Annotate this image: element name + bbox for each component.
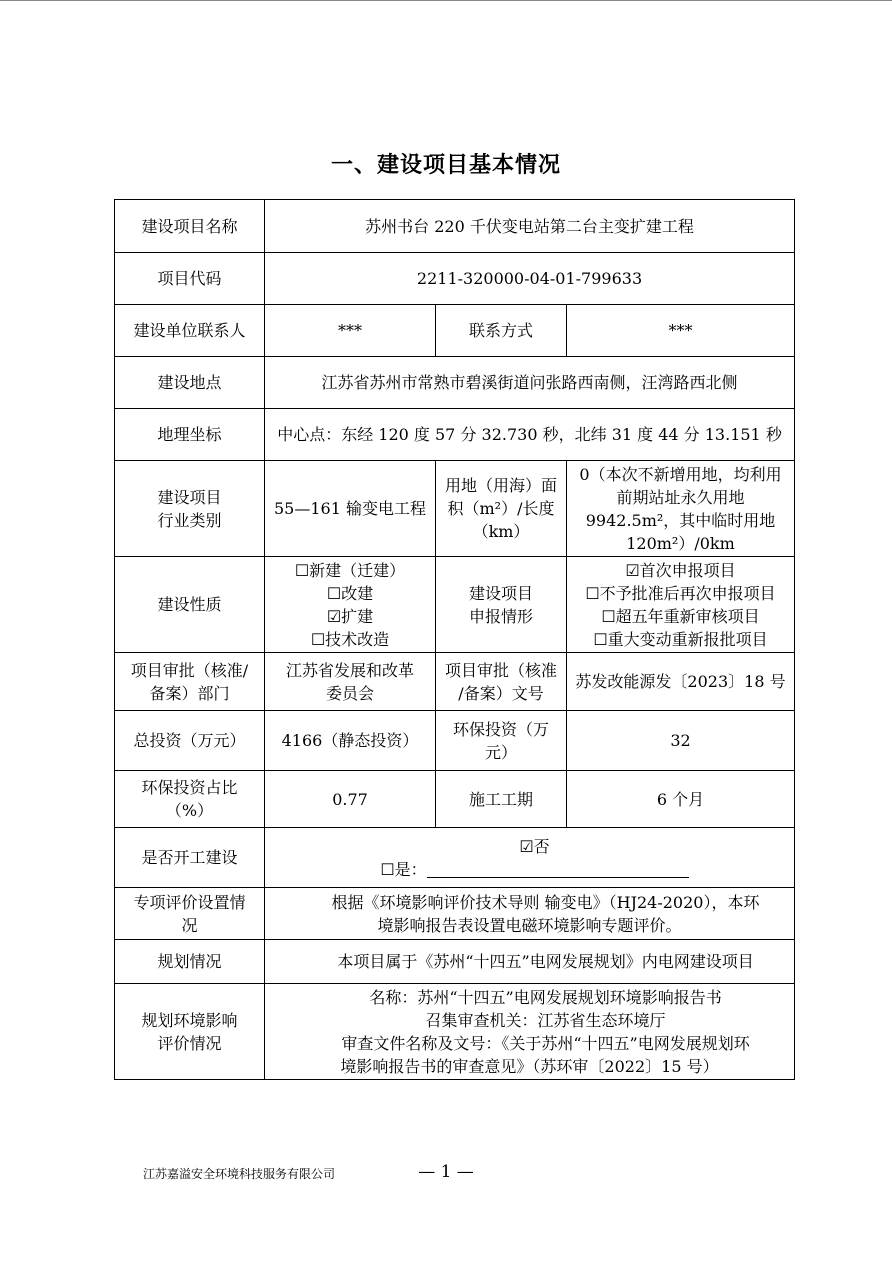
value-land-line4: 120m²）/0km [626,533,735,553]
page-number: — 1 — [418,1162,474,1182]
label-special-eval-line2: 况 [181,915,198,935]
page-title: 一、建设项目基本情况 [330,153,561,178]
label-declaration-line1: 建设项目 [468,583,533,603]
started-yes-row [279,858,790,881]
table-row-industry [115,461,795,557]
value-land-line1: 0（本次不新增用地，均利用 [579,464,782,484]
checkbox-five-year-review[interactable]: ☐超五年重新审核项目 [601,606,760,626]
started-blank-line[interactable] [427,863,689,878]
table-row-investment [115,711,795,771]
label-project-name: 建设项目名称 [115,200,265,253]
value-land-line3: 9942.5m²，其中临时用地 [585,510,776,530]
label-declaration-line2: 申报情形 [468,606,533,626]
table-row-plan-eia [115,984,795,1080]
label-approval-number-line2: /备案）文号 [458,683,544,703]
project-info-table [114,199,795,1080]
label-location: 建设地点 [115,357,265,409]
label-declaration [436,557,567,653]
label-approval-number-line1: 项目审批（核准 [444,660,557,680]
label-env-ratio-line1: 环保投资占比 [141,778,238,797]
value-approval-number: 苏发改能源发〔2023〕18 号 [567,653,795,711]
checkbox-rebuild[interactable]: ☐改建 [326,583,374,603]
label-env-investment [436,711,567,771]
label-total-investment: 总投资（万元） [115,711,265,771]
table-row-ratio [115,771,795,828]
label-industry [115,461,265,557]
value-total-investment: 4166（静态投资） [265,711,436,771]
label-project-code: 项目代码 [115,253,265,305]
table-row-planning [115,940,795,984]
value-approval-dept [265,653,436,711]
checkbox-started[interactable]: ☐是： [380,859,427,879]
value-plan-eia-line3: 审查文件名称及文号：《关于苏州“十四五”电网发展规划环 [341,1033,750,1053]
checkbox-first-declaration[interactable]: ☑首次申报项目 [625,560,736,580]
checkbox-expand[interactable]: ☑扩建 [326,606,374,626]
label-special-eval [115,888,265,940]
value-started [265,828,795,888]
label-coordinates: 地理坐标 [115,409,265,461]
label-approval-dept [115,653,265,711]
table-row-coords [115,409,795,461]
label-land-area [436,461,567,557]
value-project-name: 苏州书台 220 千伏变电站第二台主变扩建工程 [265,200,795,253]
label-started: 是否开工建设 [115,828,265,888]
checkbox-tech-upgrade[interactable]: ☐技术改造 [310,629,390,649]
top-border-line [0,0,892,1]
label-plan-eia-line1: 规划环境影响 [141,1010,238,1030]
label-plan-eia [115,984,265,1080]
value-env-ratio: 0.77 [265,771,436,828]
value-contact-method: *** [567,305,795,357]
value-project-code: 2211-320000-04-01-799633 [265,253,795,305]
label-land-line2: 积（m²）/长度 [447,499,555,518]
label-construction-period: 施工工期 [436,771,567,828]
value-special-eval-line1: 根据《环境影响评价技术导则 输变电》（HJ24-2020），本环 [331,892,760,912]
value-special-eval [265,888,795,940]
label-contact-method: 联系方式 [436,305,567,357]
checkbox-major-change[interactable]: ☐重大变动重新报批项目 [593,629,768,649]
table-row-special [115,888,795,940]
label-plan-eia-line2: 评价情况 [157,1033,222,1053]
label-approval-dept-line2: 备案）部门 [149,683,230,703]
value-land-line2: 前期站址永久用地 [616,487,745,507]
value-approval-dept-line1: 江苏省发展和改革 [285,660,414,680]
label-land-line1: 用地（用海）面 [444,476,557,495]
label-industry-line2: 行业类别 [157,510,222,530]
table-row-nature [115,557,795,653]
value-planning: 本项目属于《苏州“十四五”电网发展规划》内电网建设项目 [265,940,795,984]
table-row-approval [115,653,795,711]
value-plan-eia-line4: 境影响报告书的审查意见》（苏环审〔2022〕15 号） [340,1056,719,1076]
label-approval-number [436,653,567,711]
label-env-ratio [115,771,265,828]
value-env-investment: 32 [567,711,795,771]
value-industry: 55—161 输变电工程 [265,461,436,557]
label-approval-dept-line1: 项目审批（核准/ [130,660,249,680]
declaration-options [567,557,795,653]
value-plan-eia-line2: 召集审查机关：江苏省生态环境厅 [425,1010,666,1030]
nature-options [265,557,436,653]
value-plan-eia [265,984,795,1080]
value-contact-person: *** [265,305,436,357]
table-row-name [115,200,795,253]
value-construction-period: 6 个月 [567,771,795,828]
value-approval-dept-line2: 委员会 [325,683,374,703]
table-row-started [115,828,795,888]
checkbox-not-started[interactable]: ☑否 [519,836,550,856]
table-row-code [115,253,795,305]
table-row-location [115,357,795,409]
label-nature: 建设性质 [115,557,265,653]
label-land-line3: （km） [472,522,530,541]
value-special-eval-line2: 境影响报告表设置电磁环境影响专题评价。 [377,915,682,935]
label-env-investment-line2: 元） [484,742,517,762]
label-special-eval-line1: 专项评价设置情 [133,892,246,912]
value-land-area [567,461,795,557]
value-coordinates: 中心点：东经 120 度 57 分 32.730 秒，北纬 31 度 44 分 13.151 秒 [265,409,795,461]
label-planning: 规划情况 [115,940,265,984]
value-plan-eia-line1: 名称：苏州“十四五”电网发展规划环境影响报告书 [369,987,722,1007]
label-env-ratio-line2: （%） [165,801,214,820]
checkbox-redeclaration[interactable]: ☐不予批准后再次申报项目 [585,583,776,603]
label-env-investment-line1: 环保投资（万 [452,719,549,739]
value-location: 江苏省苏州市常熟市碧溪街道问张路西南侧，汪湾路西北侧 [265,357,795,409]
checkbox-new[interactable]: ☐新建（迁建） [294,560,406,580]
table-row-contact [115,305,795,357]
label-industry-line1: 建设项目 [157,487,222,507]
label-contact-person: 建设单位联系人 [115,305,265,357]
footer-company: 江苏嘉溢安全环境科技服务有限公司 [143,1167,336,1181]
